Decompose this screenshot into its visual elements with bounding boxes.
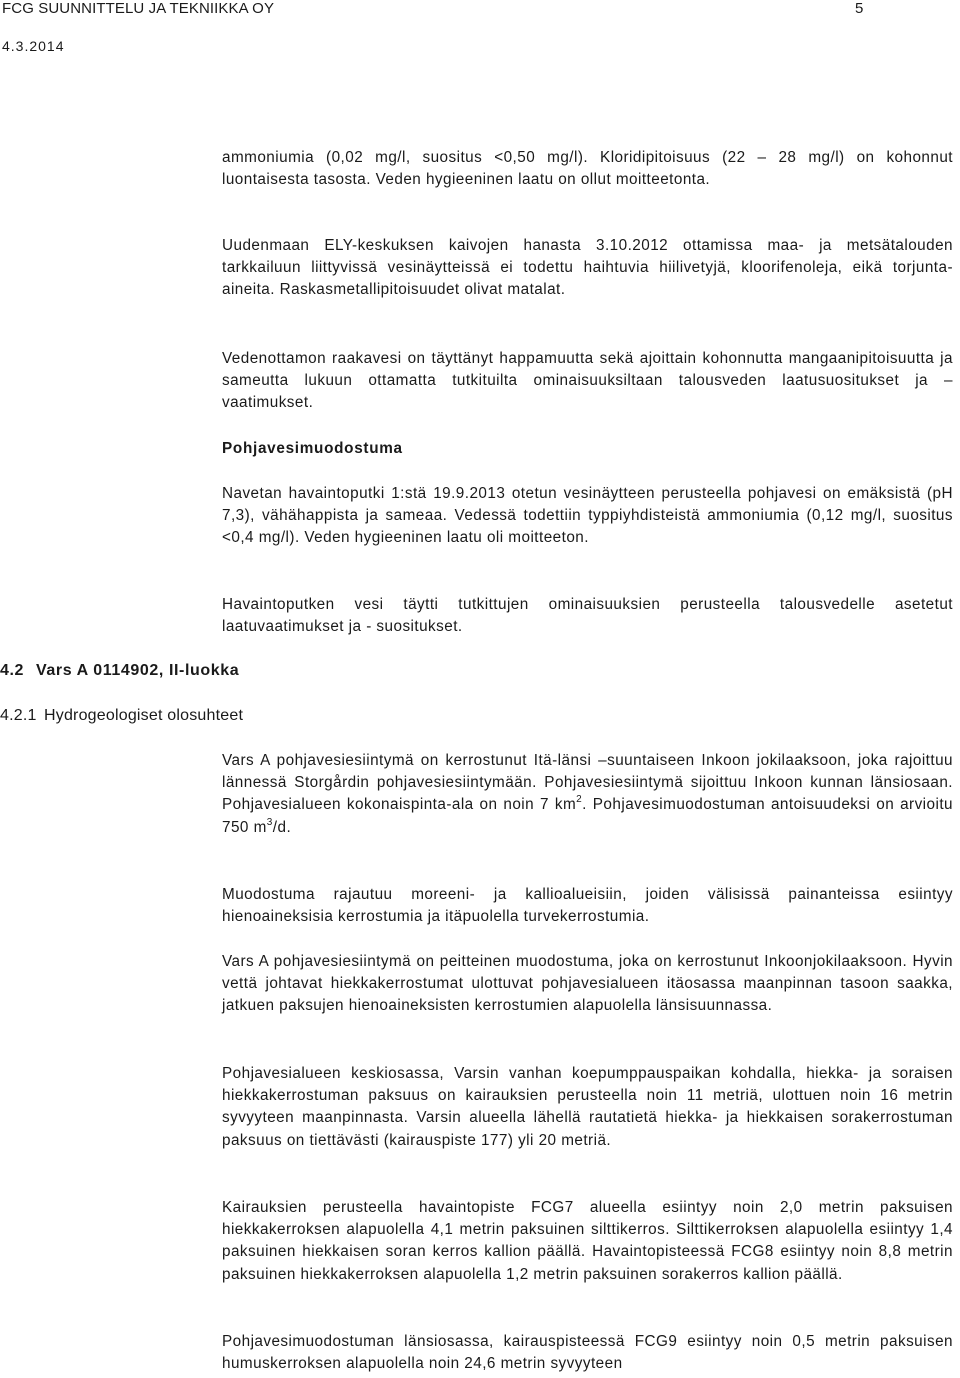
header-company: FCG SUUNNITTELU JA TEKNIIKKA OY [2,0,275,17]
paragraph-covered-formation: Vars A pohjavesiesiintymä on peitteinen muodostuma, joka on kerrostunut Inkoonjokilaaksoon. Hyvin vettä johtavat hiekkakerrostumat ulottuvat pohjavesialueen itäosassa maanpinnan tasoon saakka, jatkuen paksujen hienoaineksisten kerrostumien alapuolella länsisuunnassa. [222,953,953,1015]
heading-pohjavesimuodostuma: Pohjavesimuodostuma [222,440,403,457]
header-date: 4.3.2014 [2,38,65,54]
paragraph-moraine-boundary: Muodostuma rajautuu moreeni- ja kallioalueisiin, joiden välisissä painanteissa esiintyy hienoaineksisia kerrostumia ja itäpuolella turvekerrostumia. [222,886,953,926]
section-title: Vars A 0114902, II-luokka [36,662,240,679]
paragraph-observation-tube: Havaintoputken vesi täytti tutkittujen ominaisuuksien perusteella talousvedelle asetetut laatuvaatimukset ja - suositukset. [222,596,953,636]
paragraph-ammonium-chloride: ammoniumia (0,02 mg/l, suositus <0,50 mg/l). Kloridipitoisuus (22 – 28 mg/l) on kohonnut luontaisesta tasosta. Veden hygieeninen laatu on ollut moitteetonta. [222,149,953,189]
section-heading-4-2 [0,662,239,680]
paragraph-raw-water: Vedenottamon raakavesi on täyttänyt happamuutta sekä ajoittain kohonnutta mangaanipitoisuutta ja sameutta lukuun ottamatta tutkituilta ominaisuuksiltaan talousveden laatusuositukset ja – vaatimukset. [222,350,953,412]
paragraph-western-part-fcg9: Pohjavesimuodostuman länsiosassa, kairauspisteessä FCG9 esiintyy noin 0,5 metrin paksuisen humuskerroksen alapuolella noin 24,6 metrin syvyyteen [222,1333,953,1373]
paragraph-ely-samples: Uudenmaan ELY-keskuksen kaivojen hanasta 3.10.2012 ottamissa maa- ja metsätalouden tarkkailuun liittyvissä vesinäytteissä ei todettu haihtuvia hiilivetyjä, kloorifenoleja, eikä torjunta-aineita. Raskasmetallipitoisuudet olivat matalat. [222,237,953,299]
text-segment: Vars A pohjavesiesiintymä on kerrostunut Itä-länsi –suuntaiseen Inkoon jokilaaksoon, joka rajoittuu lännessä Storgårdin pohjavesiesiintymään. Pohjavesiesiintymä sijoittuu Inkoon kunnan länsiosaan. Pohjavesialueen kokonaispinta-ala on noin 7 km [222,752,953,814]
section-number: 4.2.1 [0,707,37,724]
superscript: 3 [266,816,273,828]
section-title: Hydrogeologiset olosuhteet [44,707,244,724]
section-heading-4-2-1 [0,707,243,725]
section-number: 4.2 [0,662,25,679]
paragraph-navetta-sample: Navetan havaintoputki 1:stä 19.9.2013 otetun vesinäytteen perusteella pohjavesi on emäksistä (pH 7,3), vähähappista ja sameaa. Vedessä todettiin typpiyhdisteistä ammoniumia (0,12 mg/l, suositus <0,4 mg/l). Veden hygieeninen laatu oli moitteeton. [222,485,953,547]
header-page-number: 5 [855,0,864,17]
superscript: 2 [576,794,583,806]
text-segment: /d. [272,818,292,836]
paragraph-vars-a-overview [222,750,953,839]
paragraph-drilling-fcg7-fcg8: Kairauksien perusteella havaintopiste FCG7 alueella esiintyy noin 2,0 metrin paksuisen hiekkakerroksen alapuolella 4,1 metrin paksuinen silttikerros. Silttikerroksen alapuolella esiintyy 1,4 paksuinen hiekkaisen soran kerros kallion päällä. Havaintopisteessä FCG8 esiintyy noin 8,8 metrin paksuinen hiekkakerroksen alapuolella 1,2 metrin paksuinen sorakerros kallion päällä. [222,1199,953,1283]
text-segment: . Pohjavesimuodostuman antoisuudeksi on arvioitu 750 m [222,796,953,836]
paragraph-central-area: Pohjavesialueen keskiosassa, Varsin vanhan koepumppauspaikan kohdalla, hiekka- ja soraisen hiekkakerrostuman paksuus on kairauksien perusteella noin 11 metriä, ulottuen noin 16 metrin syvyyteen maanpinnasta. Varsin alueella lähellä rautatietä hiekka- ja hiekkaisen sorakerrostuman paksuus on tiettävästi (kairauspiste 177) yli 20 metriä. [222,1065,953,1149]
